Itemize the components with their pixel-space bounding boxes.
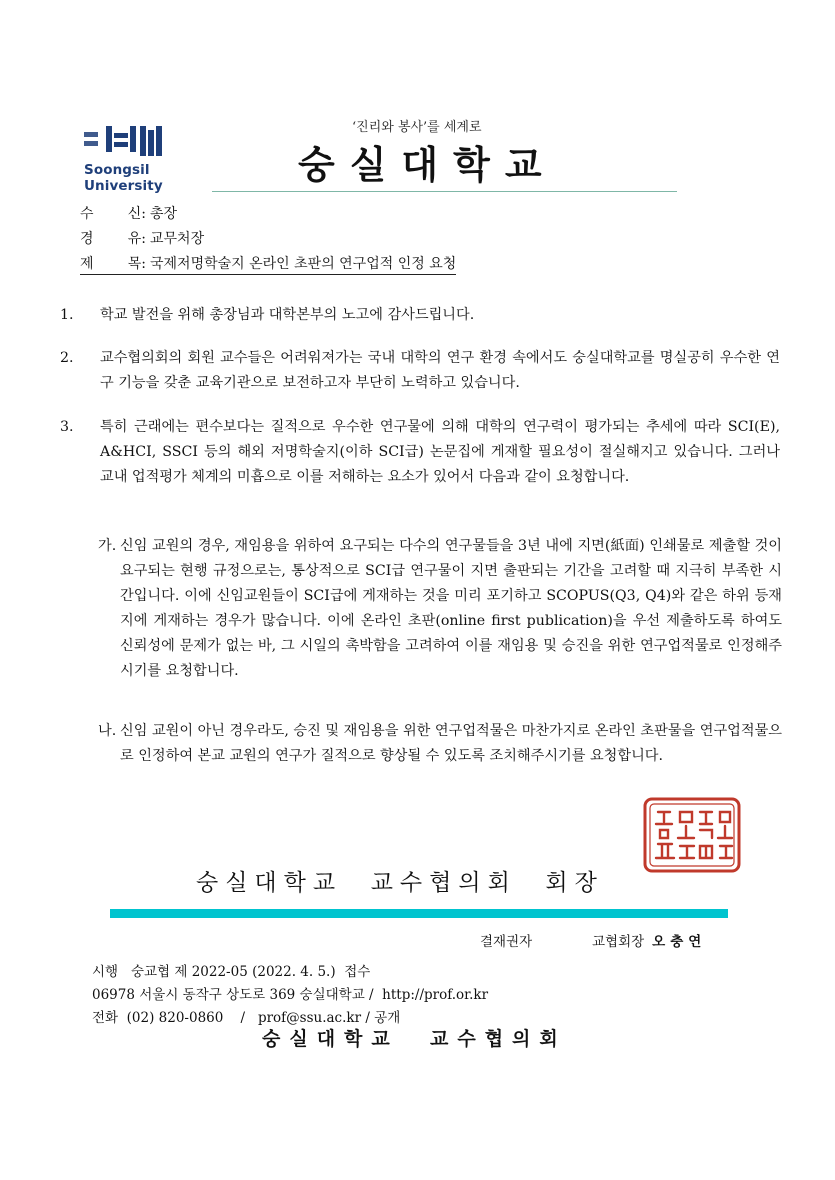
paragraph-3: 3. 특히 근래에는 편수보다는 질적으로 우수한 연구물에 의해 대학의 연구력이 평가되는 추세에 따라 SCI(E), A&HCI, SSCI 등의 해외 저명학술지(이하 SCI급) 논문집에 게재할 필요성이 절실해지고 있습니다. 그러나 교내 업적평가 체계의 미흡으로 이를 저해하는 요소가 있어서 다음과 같이 요청합니다. [60, 419, 780, 485]
via-value: 교무처장 [150, 231, 205, 247]
university-name: 숭실대학교 [298, 143, 557, 187]
footer-organization: 숭실대학교 교수협의회 [262, 1028, 567, 1050]
sub-item-na: 나. 신임 교원이 아닌 경우라도, 승진 및 재임용을 위한 연구업적물은 마찬가지로 온라인 초판물을 연구업적물으로 인정하여 본교 교원의 연구가 질적으로 향상될 수 있도록 조치해주시기를 요청합니다. [98, 723, 782, 764]
sub-item-ga: 가. 신임 교원의 경우, 재임용을 위하여 요구되는 다수의 연구물들을 3년 내에 지면(紙面) 인쇄물로 제출할 것이 요구되는 현행 규정으로는, 통상적으로 SCI급 연구물이 지면 출판되는 기간을 고려할 때 지극히 부족한 시간입니다. 이에 신임교원들이 SCI급에 게재하는 것을 미리 포기하고 SCOPUS(Q3, Q4)와 같은 하위 등재지에 게재하는 경우가 많습니다. 이에 온라인 초판(online first publication)을 우선 제출하도록 하여도 신뢰성에 문제가 없는 바, 그 시일의 촉박함을 고려하여 이를 재임용 및 승진을 위한 연구업적물로 인정해주시기를 요청합니다. [98, 538, 782, 679]
official-seal [642, 796, 742, 874]
signature-divider-bar [110, 909, 728, 918]
approval-role: 교협회장 [592, 934, 645, 950]
approval-name: 오충연 [652, 934, 707, 950]
logo-text: Soongsil University [84, 162, 163, 194]
subject-row [80, 253, 456, 275]
seal-stamp-icon [642, 796, 742, 874]
footer-contact: 전화 (02) 820-0860 / prof@ssu.ac.kr / 공개 [92, 1010, 401, 1026]
approval-block [480, 930, 706, 950]
header-divider [212, 191, 677, 192]
subject-label: 제 목: [80, 256, 146, 272]
footer-address: 06978 서울시 동작구 상도로 369 숭실대학교 / http://prof.or.kr [92, 987, 489, 1003]
via-row [80, 228, 204, 248]
signature-line: 숭실대학교 교수협의회 회장 [196, 870, 604, 896]
footer-enforcement: 시행 숭교협 제 2022-05 (2022. 4. 5.) 접수 [92, 964, 371, 980]
paragraph-1: 1. 학교 발전을 위해 총장님과 대학본부의 노고에 감사드립니다. [60, 307, 475, 323]
slogan: ‘진리와 봉사’를 세계로 [352, 120, 482, 135]
paragraph-2: 2. 교수협의회의 회원 교수들은 어려워져가는 국내 대학의 연구 환경 속에서도 숭실대학교를 명실공히 우수한 연구 기능을 갖춘 교육기관으로 보전하고자 부단히 노력하고 있습니다. [60, 350, 780, 391]
recipient-label: 수 신: [80, 206, 146, 222]
logo-mark-icon [84, 124, 164, 160]
via-label: 경 유: [80, 231, 146, 247]
recipient-row [80, 203, 177, 223]
recipient-value: 총장 [150, 206, 178, 222]
subject-value: 국제저명학술지 온라인 초판의 연구업적 인정 요청 [150, 256, 457, 272]
approval-title: 결재권자 [480, 934, 533, 950]
